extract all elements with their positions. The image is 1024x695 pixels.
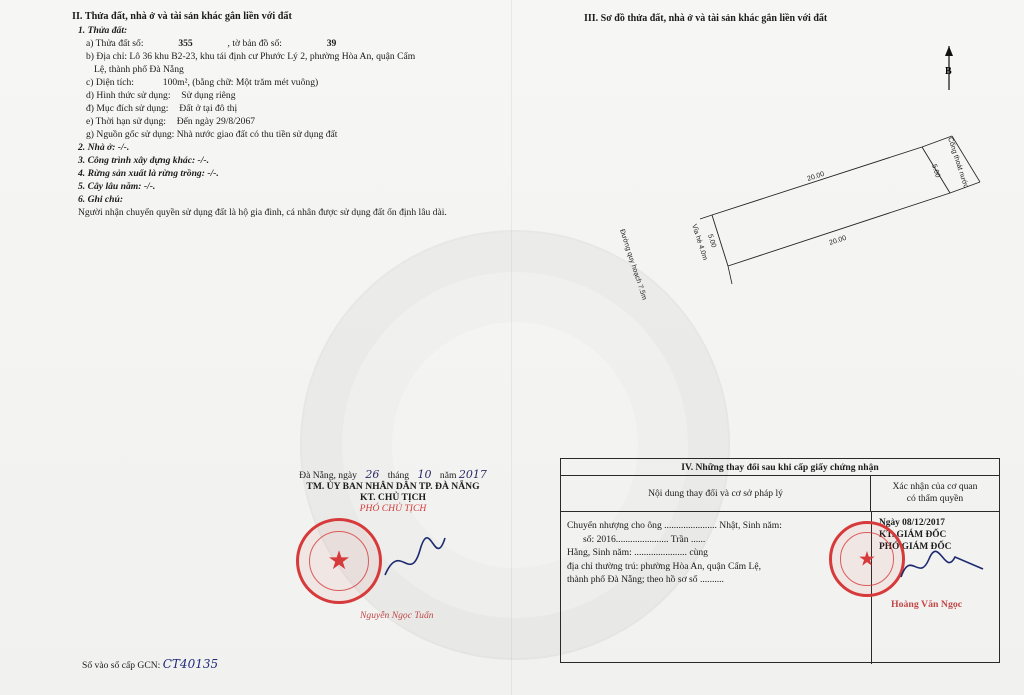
section-ii <box>72 10 512 219</box>
forest-row: 4. Rừng sản xuất là rừng trồng: -/-. <box>78 168 219 179</box>
construction-row: 3. Công trình xây dựng khác: -/-. <box>78 155 210 166</box>
parcel-title: 1. Thửa đất: <box>78 25 128 36</box>
registry-number <box>82 657 218 671</box>
year-label: năm <box>439 470 457 481</box>
top-length-label: 20.00 <box>806 170 826 183</box>
red-seal-left <box>296 518 382 604</box>
signer-title: PHÓ CHỦ TỊCH <box>359 503 427 514</box>
issue-year: 2017 <box>458 468 487 481</box>
notes-title: 6. Ghi chú: <box>78 194 124 205</box>
col-content-header: Nội dung thay đổi và cơ sở pháp lý <box>561 476 871 512</box>
issue-date <box>278 468 508 481</box>
road-label: Đường quy hoạch 7.5m <box>618 228 648 301</box>
signature-scribble-left <box>380 530 450 590</box>
perennial-row: 5. Cây lâu năm: -/-. <box>78 181 156 192</box>
house-row: 2. Nhà ở: -/-. <box>78 142 130 153</box>
map-sheet-no: 39 <box>326 38 337 49</box>
area-label: c) Diện tích: <box>86 77 134 88</box>
address-line-2: Lệ, thành phố Đà Nẵng <box>94 64 184 75</box>
month-label: tháng <box>387 470 410 481</box>
changes-content <box>567 519 867 587</box>
authority: TM. ỦY BAN NHÂN DÂN TP. ĐÀ NẴNG <box>306 481 480 492</box>
change-line-2: số: 2016...................... Trần ...... <box>583 533 706 545</box>
parcel-no: 355 <box>178 38 193 49</box>
confirm-date: Ngày 08/12/2017 <box>879 518 945 528</box>
issue-day: 26 <box>365 468 380 481</box>
address-line-1: b) Địa chỉ: Lô 36 khu B2-23, khu tái định cư Phước Lý 2, phường Hòa An, quận Cẩm <box>86 51 416 62</box>
term-value: Đến ngày 29/8/2067 <box>176 116 256 127</box>
parcel-outline <box>700 136 980 284</box>
parcel-number-row <box>86 37 512 50</box>
section-ii-title: II. Thửa đất, nhà ở và tài sản khác gắn liền với đất <box>72 11 292 22</box>
confirm-signer: Hoàng Văn Ngọc <box>891 599 963 610</box>
right-width-label: 5.00 <box>930 163 941 179</box>
use-form-row <box>86 89 512 102</box>
change-line-4: địa chỉ thường trú: phường Hòa An, quận Cẩm Lệ, <box>567 560 762 572</box>
signer-name: Nguyễn Ngọc Tuấn <box>360 610 434 621</box>
registry-label: Số vào sổ cấp GCN: <box>82 660 161 671</box>
col-confirm-line-1: Xác nhận của cơ quan <box>892 481 978 492</box>
purpose-row <box>86 102 512 115</box>
parcel-diagram <box>560 40 1000 330</box>
origin-row: g) Nguồn gốc sử dụng: Nhà nước giao đất có thu tiền sử dụng đất <box>86 129 338 140</box>
section-iii-title: III. Sơ đồ thửa đất, nhà ở và tài sản khác gắn liền với đất <box>584 13 828 24</box>
red-seal-right <box>829 521 905 597</box>
use-form-value: Sử dụng riêng <box>181 90 236 101</box>
term-label: e) Thời hạn sử dụng: <box>86 116 166 127</box>
on-behalf: KT. CHỦ TỊCH <box>359 492 426 503</box>
drain-label: Cống thoát nước <box>946 136 970 189</box>
notes-text: Người nhận chuyển quyền sử dụng đất là hộ gia đình, cá nhân được sử dụng đất ổn định lâu dài. <box>78 207 447 218</box>
changes-table <box>560 458 1000 663</box>
purpose-label: đ) Mục đích sử dụng: <box>86 103 169 114</box>
area-value: 100m², (bằng chữ: Một trăm mét vuông) <box>162 77 319 88</box>
term-row <box>86 115 512 128</box>
parcel-no-label: a) Thửa đất số: <box>86 38 144 49</box>
star-icon: ★ <box>327 546 351 575</box>
issue-month: 10 <box>417 468 432 481</box>
signature-block <box>278 468 508 514</box>
change-line-3: Hằng, Sinh năm: ...................... cùng <box>567 547 708 558</box>
sidewalk-label: Vỉa hè 4.0m <box>690 223 709 262</box>
date-prefix: Đà Nẵng, ngày <box>299 470 357 481</box>
confirm-title: PHÓ GIÁM ĐỐC <box>879 542 952 552</box>
changes-title: IV. Những thay đổi sau khi cấp giấy chứng nhận <box>561 459 999 476</box>
area-row <box>86 76 512 89</box>
north-label: B <box>945 66 952 77</box>
map-sheet-label: , tờ bản đồ số: <box>227 38 282 49</box>
signature-scribble-right <box>897 547 987 587</box>
registry-value: CT40135 <box>162 657 219 671</box>
change-line-1: Chuyển nhượng cho ông ...................... Nhật, Sinh năm: <box>567 520 782 531</box>
col-confirm-header <box>871 476 999 512</box>
col-confirm-line-2: có thẩm quyền <box>906 493 964 504</box>
star-icon: ★ <box>858 548 876 571</box>
use-form-label: d) Hình thức sử dụng: <box>86 90 171 101</box>
purpose-value: Đất ở tại đô thị <box>179 103 238 114</box>
change-line-5: thành phố Đà Nẵng; theo hồ sơ số .......... <box>567 574 724 585</box>
left-width-label: 5.00 <box>706 233 717 249</box>
confirm-on-behalf: KT. GIÁM ĐỐC <box>879 530 947 540</box>
bottom-length-label: 20.00 <box>828 234 848 247</box>
